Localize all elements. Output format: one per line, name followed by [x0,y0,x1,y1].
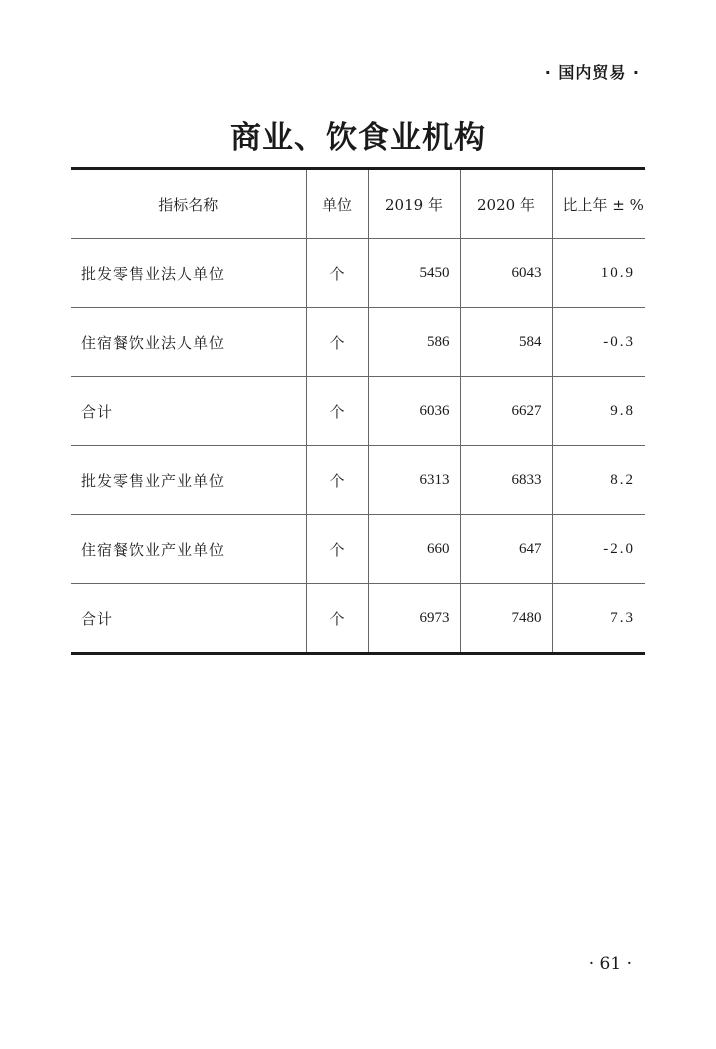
row-change: -0.3 [552,308,645,377]
row-value-2020: 6833 [460,446,552,515]
page-number: · 61 · [588,954,632,974]
table-row [71,239,645,308]
row-value-2020: 584 [460,308,552,377]
row-value-2019: 660 [368,515,460,584]
table-row [71,377,645,446]
row-unit: 个 [306,515,368,584]
row-unit: 个 [306,446,368,515]
column-header-unit: 单位 [306,169,368,239]
row-change: 9.8 [552,377,645,446]
row-value-2019: 6973 [368,584,460,654]
table-row [71,308,645,377]
row-unit: 个 [306,584,368,654]
row-change: -2.0 [552,515,645,584]
column-header-indicator: 指标名称 [158,195,219,214]
row-unit: 个 [306,239,368,308]
row-unit: 个 [306,377,368,446]
row-unit: 个 [306,308,368,377]
row-value-2020: 647 [460,515,552,584]
row-change: 8.2 [552,446,645,515]
row-change: 10.9 [552,239,645,308]
row-name: 住宿餐饮业法人单位 [71,308,306,377]
row-name: 合计 [71,377,306,446]
data-table [71,167,645,655]
row-name: 合计 [71,584,306,654]
row-value-2020: 6043 [460,239,552,308]
column-header-2020: 2020 年 [460,169,552,239]
table-row [71,584,645,654]
table-header-row [71,169,645,239]
row-value-2020: 6627 [460,377,552,446]
row-value-2019: 586 [368,308,460,377]
row-value-2020: 7480 [460,584,552,654]
row-value-2019: 5450 [368,239,460,308]
table-row [71,446,645,515]
row-name: 住宿餐饮业产业单位 [71,515,306,584]
column-header-2019: 2019 年 [368,169,460,239]
page-title: 商业、饮食业机构 [230,120,486,156]
row-value-2019: 6313 [368,446,460,515]
row-value-2019: 6036 [368,377,460,446]
row-change: 7.3 [552,584,645,654]
row-name: 批发零售业法人单位 [71,239,306,308]
row-name: 批发零售业产业单位 [71,446,306,515]
column-header-change: 比上年 ± % [552,169,645,239]
table-row [71,515,645,584]
section-label: · 国内贸易 · [544,63,640,82]
